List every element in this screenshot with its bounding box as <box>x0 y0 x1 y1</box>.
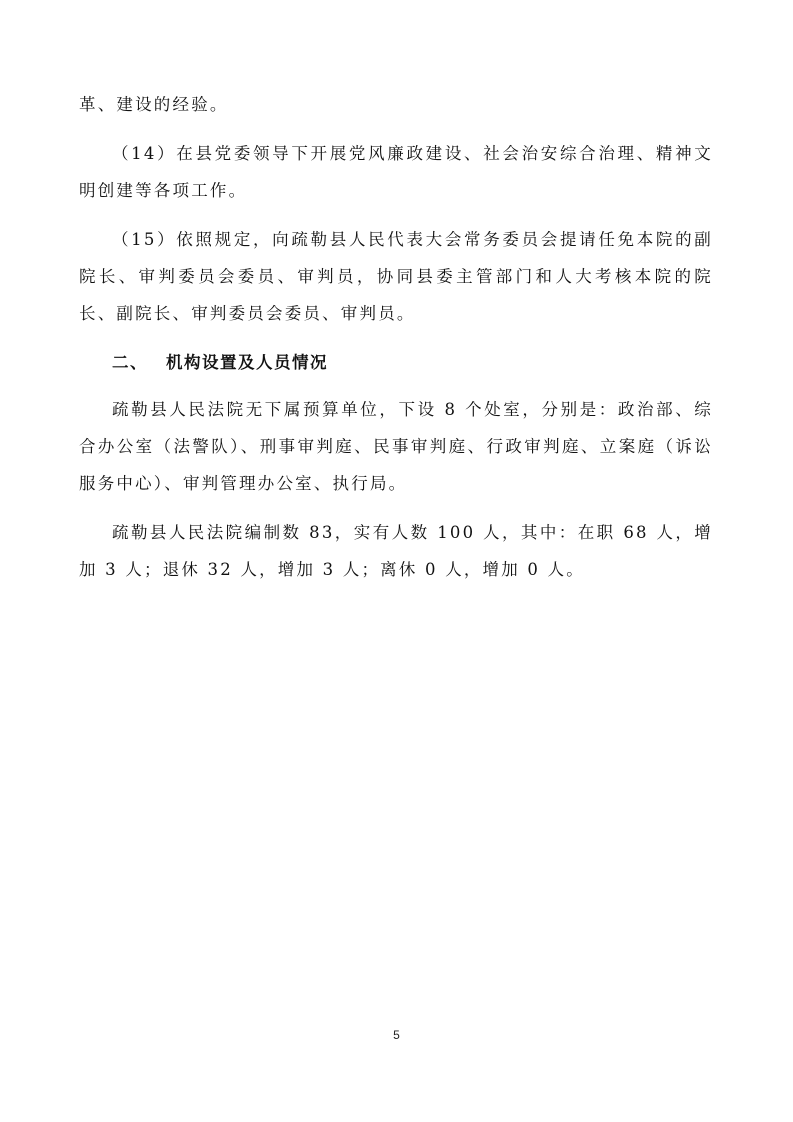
paragraph-continuation: 革、建设的经验。 <box>79 95 229 114</box>
section-number: 二、 <box>112 353 148 372</box>
paragraph-item-14: （14）在县党委领导下开展党风廉政建设、社会治安综合治理、精神文明创建等各项工作。 <box>79 144 713 200</box>
document-body <box>79 86 713 600</box>
paragraph-staffing: 疏勒县人民法院编制数 83，实有人数 100 人，其中：在职 68 人，增加 3 人；退休 32 人，增加 3 人；离休 0 人，增加 0 人。 <box>79 523 713 579</box>
paragraph-departments: 疏勒县人民法院无下属预算单位，下设 8 个处室，分别是：政治部、综合办公室（法警队）、刑事审判庭、民事审判庭、行政审判庭、立案庭（诉讼服务中心）、审判管理办公室、执行局。 <box>79 400 713 493</box>
section-title: 机构设置及人员情况 <box>166 353 328 372</box>
page-number: 5 <box>393 1028 400 1042</box>
section-heading <box>79 344 713 381</box>
paragraph-item-15: （15）依照规定，向疏勒县人民代表大会常务委员会提请任免本院的副院长、审判委员会委员、审判员，协同县委主管部门和人大考核本院的院长、副院长、审判委员会委员、审判员。 <box>79 230 713 323</box>
